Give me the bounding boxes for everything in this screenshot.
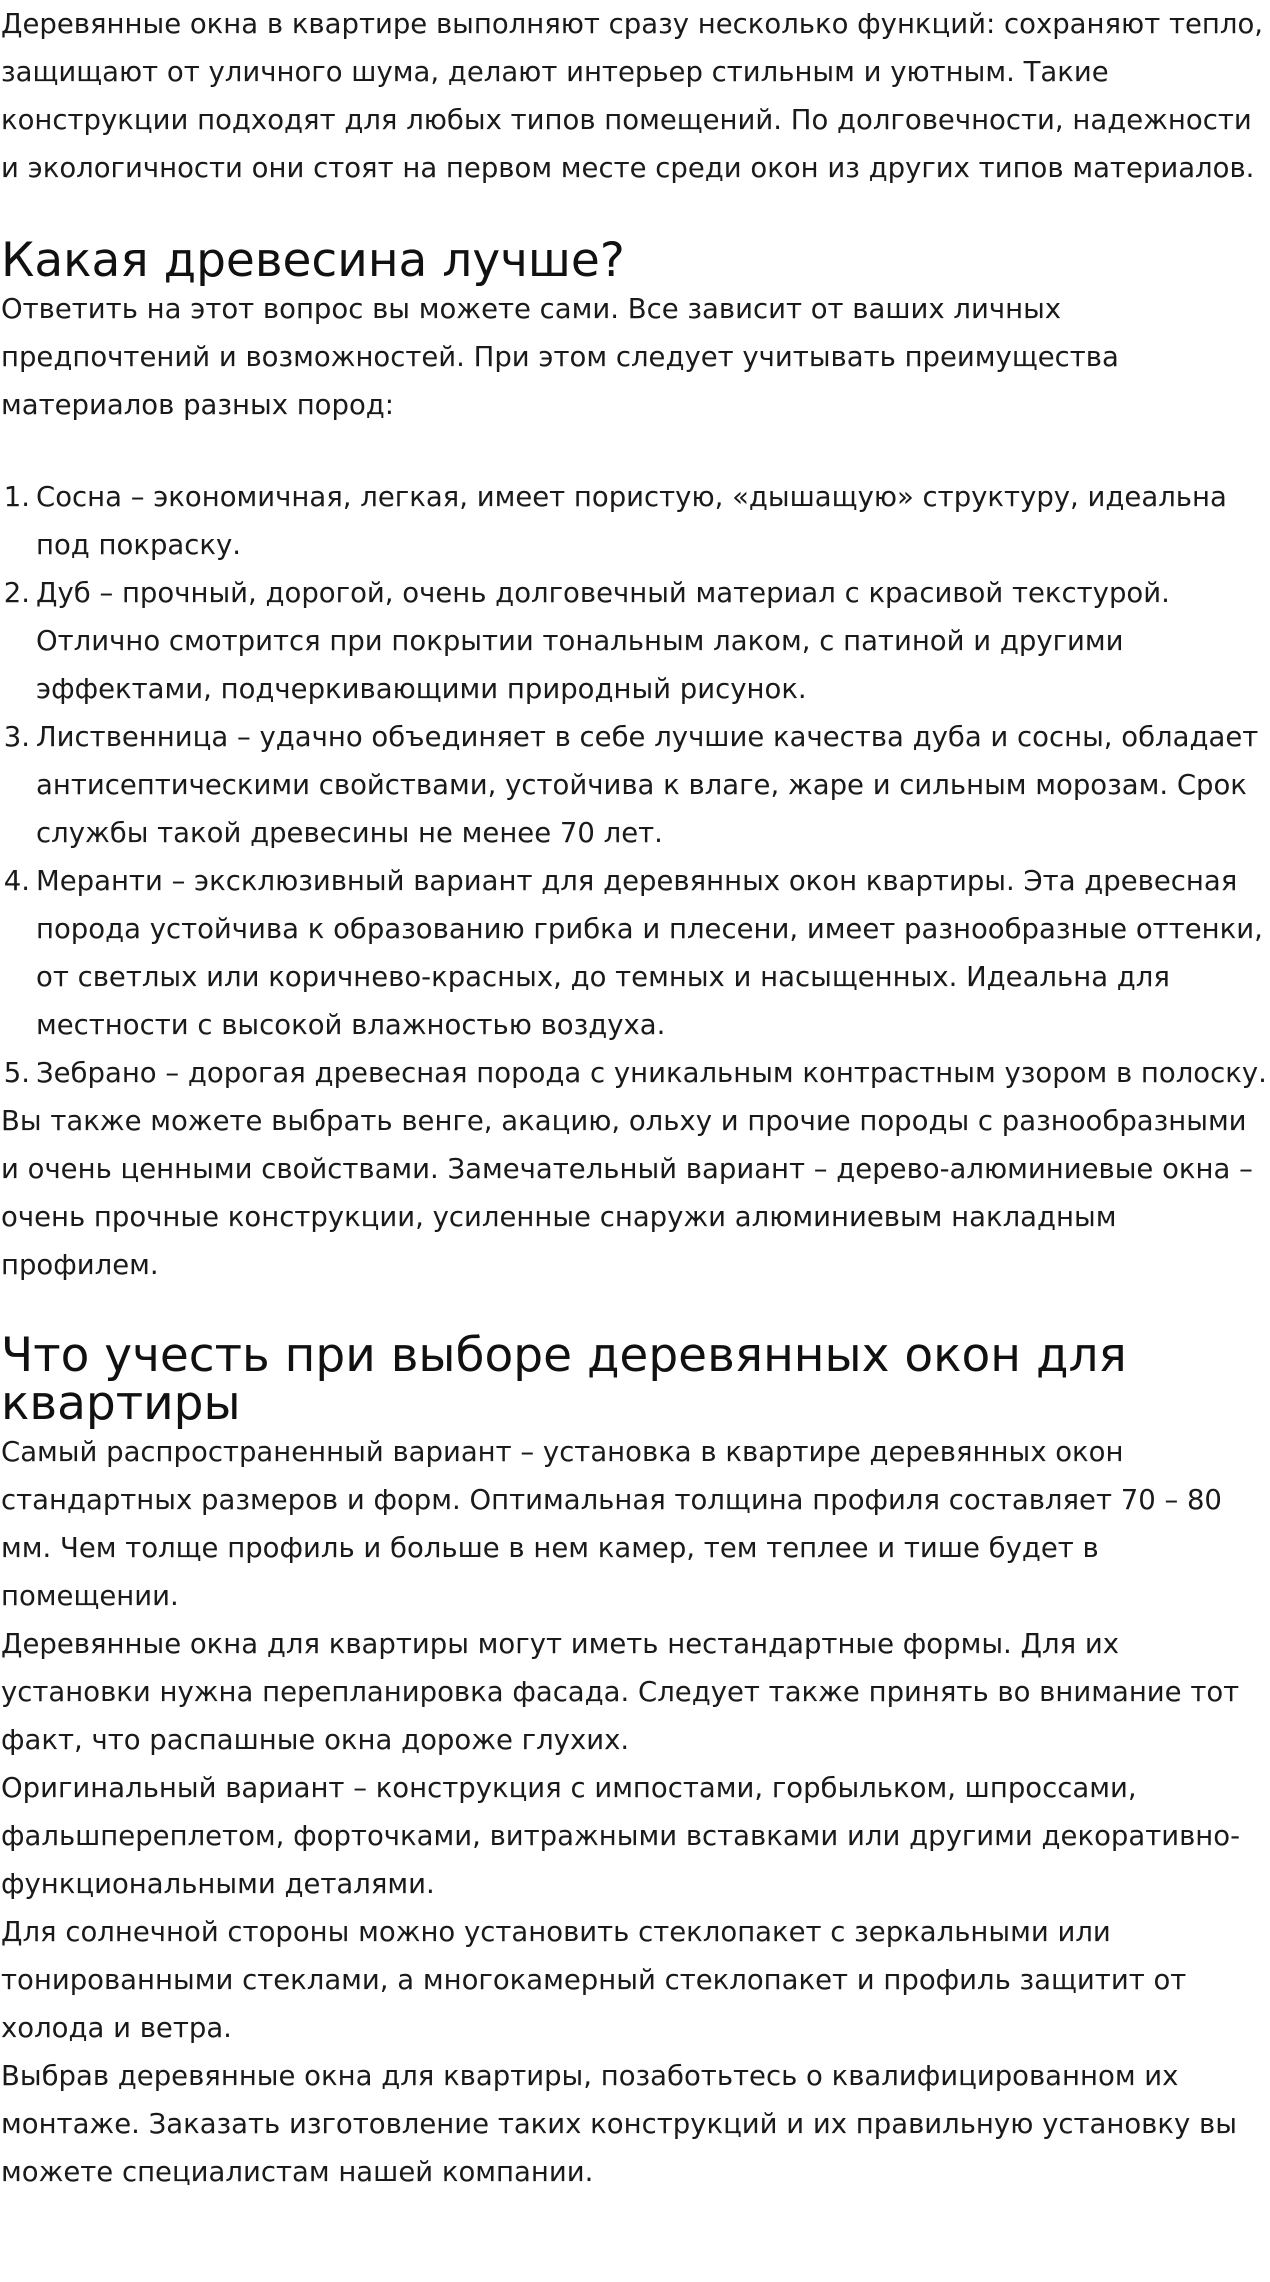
list-item-zebrano: Зебрано – дорогая древесная порода с уникальным контрастным узором в полоску. xyxy=(36,1057,1267,1089)
wood-types-list xyxy=(1,473,1270,1097)
heading-which-wood: Какая древесина лучше? xyxy=(1,233,625,288)
paragraph-sunny-side: Для солнечной стороны можно установить стеклопакет с зеркальными или тонированными стеклами, а многокамерный стеклопакет и профиль защитит от холода и ветра. xyxy=(1,1916,1187,2044)
heading-what-to-consider: Что учесть при выборе деревянных окон для квартиры xyxy=(1,1328,1127,1431)
list-item-meranti: Меранти – эксклюзивный вариант для деревянных окон квартиры. Эта древесная порода устойчива к образованию грибка и плесени, имеет разнообразные оттенки, от светлых или коричнево-красных, до темных и насыщенных. Идеальна для местности с высокой влажностью воздуха. xyxy=(36,865,1263,1041)
paragraph-original-design: Оригинальный вариант – конструкция с импостами, горбыльком, шпроссами, фальшпереплетом, форточками, витражными вставками или другими декоративно-функциональными деталями. xyxy=(1,1772,1241,1900)
list-item-pine: Сосна – экономичная, легкая, имеет пористую, «дышащую» структуру, идеальна под покраску. xyxy=(36,481,1227,561)
intro-paragraph: Деревянные окна в квартире выполняют сразу несколько функций: сохраняют тепло, защищают от уличного шума, делают интерьер стильным и уютным. Такие конструкции подходят для любых типов помещений. По долговечности, надежности и экологичности они стоят на первом месте среди окон из других типов материалов. xyxy=(1,8,1264,184)
wood-after-paragraph: Вы также можете выбрать венге, акацию, ольху и прочие породы с разнообразными и очень ценными свойствами. Замечательный вариант – дерево-алюминиевые окна – очень прочные конструкции, усиленные снаружи алюминиевым накладным профилем. xyxy=(1,1105,1253,1281)
paragraph-installation: Выбрав деревянные окна для квартиры, позаботьтесь о квалифицированном их монтаже. Заказать изготовление таких конструкций и их правильную установку вы можете специалистам нашей компании. xyxy=(1,2060,1237,2188)
list-item-oak: Дуб – прочный, дорогой, очень долговечный материал с красивой текстурой. Отлично смотрится при покрытии тональным лаком, с патиной и другими эффектами, подчеркивающими природный рисунок. xyxy=(36,577,1170,705)
paragraph-non-standard-shapes: Деревянные окна для квартиры могут иметь нестандартные формы. Для их установки нужна перепланировка фасада. Следует также принять во внимание тот факт, что распашные окна дороже глухих. xyxy=(1,1628,1240,1756)
paragraph-standard-sizes: Самый распространенный вариант – установка в квартире деревянных окон стандартных размеров и форм. Оптимальная толщина профиля составляет 70 – 80 мм. Чем толще профиль и больше в нем камер, тем теплее и тише будет в помещении. xyxy=(1,1436,1222,1612)
list-item-larch: Лиственница – удачно объединяет в себе лучшие качества дуба и сосны, обладает антисептическими свойствами, устойчива к влаге, жаре и сильным морозам. Срок службы такой древесины не менее 70 лет. xyxy=(36,721,1259,849)
wood-lead-paragraph: Ответить на этот вопрос вы можете сами. Все зависит от ваших личных предпочтений и возможностей. При этом следует учитывать преимущества материалов разных пород: xyxy=(1,293,1119,421)
